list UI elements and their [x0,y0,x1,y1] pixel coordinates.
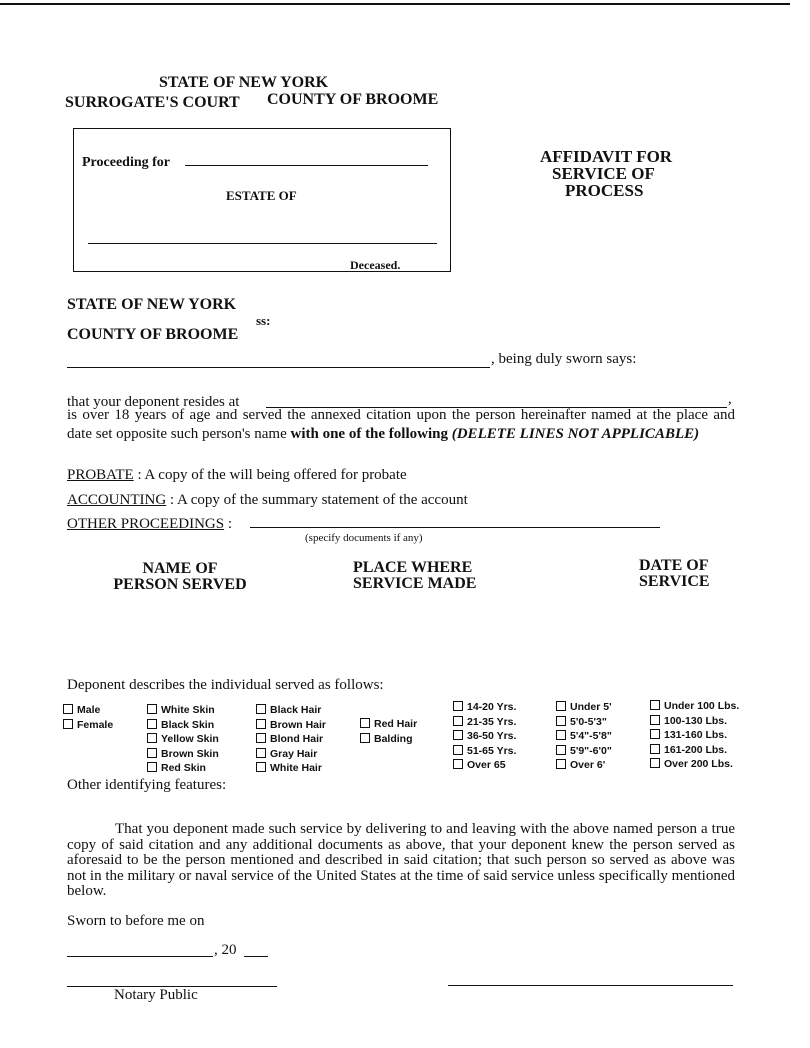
checkbox-option[interactable] [650,699,739,714]
checkbox[interactable] [453,730,463,740]
checkbox[interactable] [556,701,566,711]
estate-name-field[interactable] [88,243,437,244]
title-line-2: SERVICE OF [552,164,655,183]
checkbox-option[interactable] [650,757,739,772]
checkbox[interactable] [650,744,660,754]
served-line-2-bold: with one of the following [290,426,452,442]
accounting-text: : A copy of the summary statement of the account [166,492,468,508]
checkbox-option[interactable] [147,703,219,718]
option-label: Over 200 Lbs. [664,758,733,770]
probate-option [67,467,407,484]
probate-label: PROBATE [67,467,134,483]
header-state: STATE OF NEW YORK [159,74,329,91]
description-intro: Deponent describes the individual served as follows: [67,677,384,693]
column-place-line-2: SERVICE MADE [353,575,477,592]
checkbox-option[interactable] [556,729,612,744]
checkbox[interactable] [556,716,566,726]
service-statement-text: That you deponent made such service by delivering to and leaving with the above named person a true copy of said citation and any additional documents as above, that your deponent knew the person served as aforesaid to be the person mentioned and described in said citation; that such person so served as above was not in the military or naval service of the United States at the time of said service unless specifically mentioned below. [67,821,735,899]
column-place-where-service-made [353,560,476,592]
served-statement-line-1: is over 18 years of age and served the annexed citation upon the person hereinafter named at the place and [67,407,735,423]
checkbox[interactable] [63,704,73,714]
checkbox[interactable] [256,704,266,714]
checkbox-option[interactable] [453,758,516,773]
column-date-line-2: SERVICE [639,573,710,590]
hair-extra-options [360,717,417,746]
venue-ss: ss: [256,313,271,328]
checkbox-option[interactable] [453,744,516,759]
checkbox[interactable] [650,758,660,768]
checkbox[interactable] [360,733,370,743]
option-label: Female [77,718,114,731]
title-line-3: PROCESS [565,181,644,200]
checkbox[interactable] [556,730,566,740]
checkbox[interactable] [256,748,266,758]
checkbox[interactable] [453,745,463,755]
checkbox[interactable] [147,748,157,758]
checkbox[interactable] [650,715,660,725]
checkbox-option[interactable] [147,761,219,776]
option-label: Brown Skin [161,747,219,760]
checkbox-option[interactable] [256,718,326,733]
probate-text: : A copy of the will being offered for probate [133,467,407,483]
sworn-date-field[interactable] [67,956,213,957]
column-name-line-1: NAME OF [142,560,218,577]
checkbox[interactable] [650,729,660,739]
checkbox-option[interactable] [556,700,612,715]
option-label: Gray Hair [270,747,318,760]
column-date-of-service [639,558,710,590]
checkbox[interactable] [256,733,266,743]
checkbox-option[interactable] [63,703,113,718]
column-name-line-2: PERSON SERVED [113,576,247,593]
checkbox-option[interactable] [556,715,612,730]
specify-note: (specify documents if any) [305,532,423,544]
checkbox-option[interactable] [650,714,739,729]
estate-label: ESTATE OF [226,188,297,203]
header-court: SURROGATE'S COURT [65,94,240,111]
column-place-line-1: PLACE WHERE [353,559,473,576]
option-label: Yellow Skin [161,733,219,745]
option-label: 5'4"-5'8" [570,730,612,742]
checkbox-option[interactable] [147,732,219,747]
checkbox-option[interactable] [650,728,739,743]
option-label: Blond Hair [270,733,324,745]
top-border-rule [0,3,790,5]
checkbox[interactable] [147,719,157,729]
checkbox[interactable] [556,745,566,755]
option-label: Under 100 Lbs. [664,700,740,712]
accounting-option [67,492,468,509]
other-proceedings-label: OTHER PROCEEDINGS [67,516,225,532]
option-label: 36-50 Yrs. [467,730,517,742]
option-label: 14-20 Yrs. [467,701,517,713]
option-label: Male [77,704,101,716]
notary-public-label: Notary Public [114,987,198,1003]
resides-at-label: that your deponent resides at [67,394,240,410]
year-prefix: , 20 [214,942,237,958]
sex-options [63,703,113,732]
option-label: 5'0-5'3" [570,715,607,728]
age-options [453,700,516,773]
checkbox-option[interactable] [256,761,326,776]
title-line-1: AFFIDAVIT FOR [540,147,673,166]
option-label: 100-130 Lbs. [664,714,728,727]
option-label: 131-160 Lbs. [664,729,728,741]
residence-comma: , [728,391,732,407]
year-field[interactable] [244,956,268,957]
hair-options [256,703,326,776]
checkbox-option[interactable] [147,718,219,733]
height-options [556,700,612,773]
weight-options [650,699,739,772]
checkbox[interactable] [147,704,157,714]
sworn-before-label: Sworn to before me on [67,913,205,929]
checkbox-option[interactable] [650,743,739,758]
option-label: Under 5' [570,701,612,713]
checkbox-option[interactable] [63,718,113,733]
other-proceedings-field[interactable] [250,527,660,528]
checkbox-option[interactable] [256,703,326,718]
checkbox-option[interactable] [556,744,612,759]
header-county: COUNTY OF BROOME [267,91,439,108]
option-label: Red Skin [161,762,206,774]
checkbox-option[interactable] [453,700,516,715]
other-proceedings-option [67,516,232,533]
checkbox[interactable] [360,718,370,728]
checkbox-option[interactable] [147,747,219,762]
proceeding-field[interactable] [185,165,428,166]
deponent-signature-line[interactable] [448,985,733,986]
skin-options [147,703,219,776]
checkbox[interactable] [147,733,157,743]
option-label: 5'9"-6'0" [570,744,612,757]
option-label: 161-200 Lbs. [664,743,728,756]
accounting-label: ACCOUNTING [67,492,167,508]
checkbox-option[interactable] [453,715,516,730]
checkbox-option[interactable] [256,732,326,747]
checkbox[interactable] [256,762,266,772]
option-label: Red Hair [374,718,418,730]
option-label: Black Hair [270,704,322,716]
option-label: 51-65 Yrs. [467,744,517,757]
checkbox-option[interactable] [360,732,417,747]
service-statement [67,822,735,900]
sworn-says-text: , being duly sworn says: [491,351,637,367]
checkbox[interactable] [453,716,463,726]
option-label: Over 65 [467,759,506,771]
option-label: Balding [374,732,413,745]
checkbox-option[interactable] [556,758,612,773]
checkbox[interactable] [147,762,157,772]
checkbox[interactable] [650,700,660,710]
venue-state: STATE OF NEW YORK [67,296,237,313]
option-label: Brown Hair [270,718,327,731]
checkbox[interactable] [453,759,463,769]
venue-county: COUNTY OF BROOME [67,326,239,343]
option-label: White Skin [161,704,215,716]
checkbox-option[interactable] [453,729,516,744]
deponent-name-field[interactable] [67,367,490,368]
option-label: White Hair [270,762,322,774]
checkbox[interactable] [63,719,73,729]
served-line-2-plain: date set opposite such person's name [67,426,291,442]
column-name-of-person-served [110,561,250,593]
option-label: Black Skin [161,718,215,731]
checkbox-option[interactable] [360,717,417,732]
option-label: Over 6' [570,759,606,771]
served-line-2-italic: (DELETE LINES NOT APPLICABLE) [451,426,700,442]
column-date-line-1: DATE OF [639,557,709,574]
proceeding-label: Proceeding for [82,155,170,170]
other-proceedings-colon: : [224,516,233,532]
checkbox[interactable] [256,719,266,729]
checkbox-option[interactable] [256,747,326,762]
deceased-label: Deceased. [350,258,401,272]
served-statement-line-2 [67,426,699,443]
checkbox[interactable] [556,759,566,769]
other-features-label: Other identifying features: [67,777,227,793]
checkbox[interactable] [453,701,463,711]
option-label: 21-35 Yrs. [467,715,517,728]
